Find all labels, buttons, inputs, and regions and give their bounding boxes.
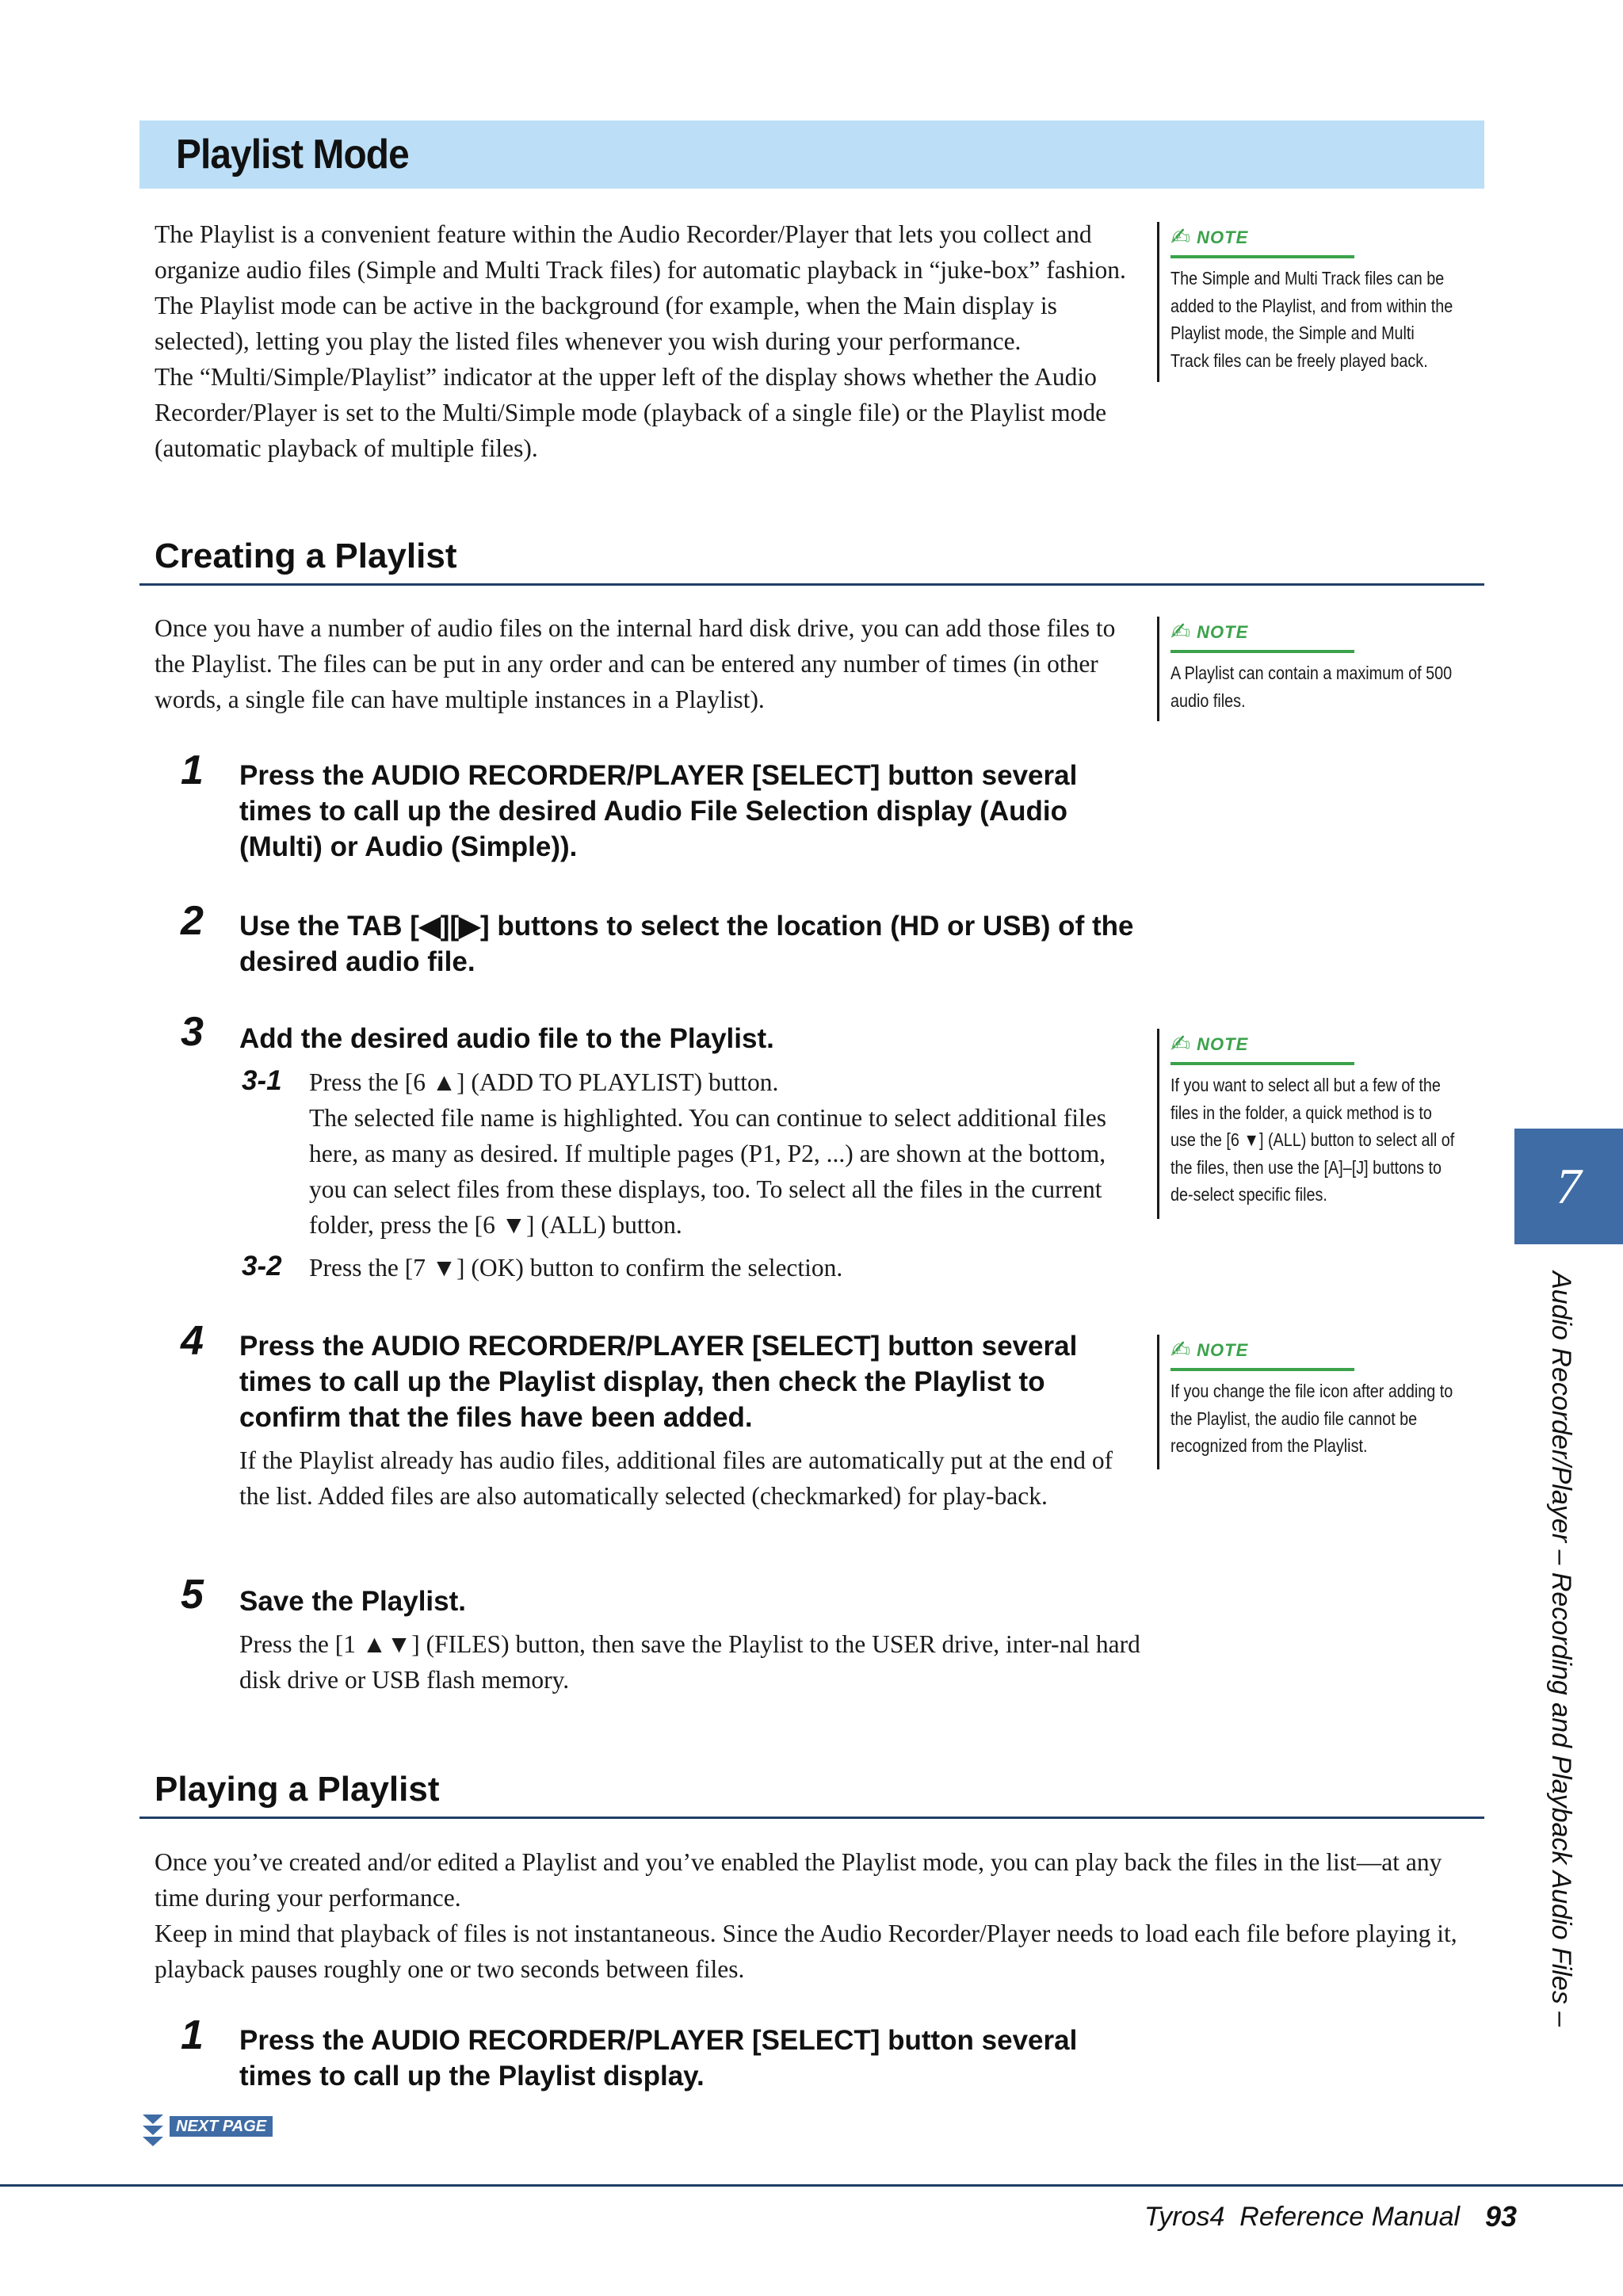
step-body: If the Playlist already has audio files, additional files are automatically put at the end of the list. Added files are also automatically selected (checkmarked) for play-back.	[239, 1446, 1113, 1510]
step-title: Press the AUDIO RECORDER/PLAYER [SELECT] button several times to call up the Playlist display.	[239, 2025, 1078, 2092]
note-label: NOTE	[1197, 1340, 1249, 1360]
note-pen-icon: ✍	[1170, 223, 1191, 251]
chapter-side-label	[1545, 1271, 1577, 2032]
step-title: Use the TAB [◀][▶] buttons to select the location (HD or USB) of the desired audio file.	[239, 911, 1134, 977]
note-text: If you want to select all but a few of the files in the folder, a quick method is to use the [6 ▼] (ALL) button to select all of the files, then use the [A]–[J] buttons to de-select specific files.	[1170, 1075, 1455, 1205]
substep-text	[309, 1064, 1141, 1243]
intro-paragraph-1: The Playlist is a convenient feature within the Audio Recorder/Player that lets you collect and organize audio files (Simple and Multi Track files) for automatic playback in “juke-box” fashion. The Playlist mode can be active in the background (for example, when the Main display is selected), letting you play the listed files whenever you wish during your performance.	[155, 220, 1126, 355]
step-title: Add the desired audio file to the Playlist.	[239, 1023, 774, 1054]
note-text: If you change the file icon after adding to the Playlist, the audio file cannot be recognized from the Playlist.	[1170, 1381, 1453, 1456]
note-divider	[1170, 1368, 1354, 1371]
note-text: The Simple and Multi Track files can be added to the Playlist, and from within the Playlist mode, the Simple and Multi Track files can be freely played back.	[1170, 268, 1453, 371]
note-1	[1157, 222, 1503, 382]
note-4	[1157, 1335, 1503, 1469]
page-number: 93	[1485, 2200, 1518, 2233]
footer-manual-title: Tyros4 Reference Manual	[1144, 2202, 1461, 2232]
step-title: Save the Playlist.	[239, 1586, 466, 1617]
note-pen-icon: ✍	[1170, 618, 1191, 646]
note-divider	[1170, 255, 1354, 258]
footer-divider	[0, 2184, 1623, 2187]
note-divider	[1170, 1062, 1354, 1065]
step-number: 4	[181, 1318, 204, 1364]
step-number: 2	[181, 898, 204, 944]
note-pen-icon: ✍	[1170, 1030, 1191, 1058]
step-number: 5	[181, 1572, 204, 1618]
substep-detail: The selected file name is highlighted. You can continue to select additional files here, as many as desired. If multiple pages (P1, P2, ...) are shown at the bottom, you can select files from these displays, too. To select all the files in the current folder, press the [6 ▼] (ALL) button.	[309, 1104, 1106, 1239]
note-label: NOTE	[1197, 1034, 1249, 1054]
next-page-arrows-icon	[141, 2113, 165, 2149]
section-divider	[139, 1817, 1484, 1819]
creating-intro: Once you have a number of audio files on the internal hard disk drive, you can add those files to the Playlist. The files can be put in any order and can be entered any number of times (in other words, a single file can have multiple instances in a Playlist).	[155, 614, 1116, 713]
note-label: NOTE	[1197, 622, 1249, 642]
note-divider	[1170, 650, 1354, 653]
substep-instruction: Press the [7 ▼] (OK) button to confirm the selection.	[309, 1254, 843, 1282]
step-number: 3	[181, 1009, 204, 1055]
intro-text	[155, 216, 1137, 466]
substep-instruction: Press the [6 ▲] (ADD TO PLAYLIST) button.	[309, 1068, 779, 1096]
step-number: 1	[181, 2012, 204, 2058]
playing-paragraph-2: Keep in mind that playback of files is not instantaneous. Since the Audio Recorder/Player needs to load each file before playing it, playback pauses roughly one or two seconds between files.	[155, 1920, 1457, 1983]
section-heading-playing: Playing a Playlist	[155, 1770, 440, 1809]
substep-number: 3-2	[242, 1251, 282, 1282]
step-title: Press the AUDIO RECORDER/PLAYER [SELECT] button several times to call up the Playlist display, then check the Playlist to confirm that the files have been added.	[239, 1331, 1078, 1433]
step-title: Press the AUDIO RECORDER/PLAYER [SELECT] button several times to call up the desired Audio File Selection display (Audio (Multi) or Audio (Simple)).	[239, 760, 1078, 862]
substep-number: 3-1	[242, 1065, 282, 1096]
intro-paragraph-2: The “Multi/Simple/Playlist” indicator at the upper left of the display shows whether the Audio Recorder/Player is set to the Multi/Simple mode (playback of a single file) or the Playlist mode (automatic playback of multiple files).	[155, 363, 1107, 462]
note-3	[1157, 1029, 1503, 1219]
step-body: Press the [1 ▲▼] (FILES) button, then save the Playlist to the USER drive, inter-nal hard disk drive or USB flash memory.	[239, 1630, 1140, 1694]
chapter-number: 7	[1556, 1158, 1582, 1214]
next-page-label: NEXT PAGE	[170, 2116, 273, 2137]
section-divider	[139, 583, 1484, 586]
note-text: A Playlist can contain a maximum of 500 audio files.	[1170, 663, 1453, 711]
playing-paragraph-1: Once you’ve created and/or edited a Playlist and you’ve enabled the Playlist mode, you can play back the files in the list—at any time during your performance.	[155, 1848, 1442, 1912]
page-title: Playlist Mode	[176, 132, 409, 178]
section-heading-creating: Creating a Playlist	[155, 537, 457, 575]
playing-text	[155, 1844, 1470, 1987]
chapter-title: Audio Recorder/Player – Recording and Playback Audio Files –	[1546, 1271, 1576, 2027]
step-number: 1	[181, 747, 204, 793]
note-label: NOTE	[1197, 227, 1249, 247]
note-pen-icon: ✍	[1170, 1336, 1191, 1364]
note-2	[1157, 617, 1503, 721]
